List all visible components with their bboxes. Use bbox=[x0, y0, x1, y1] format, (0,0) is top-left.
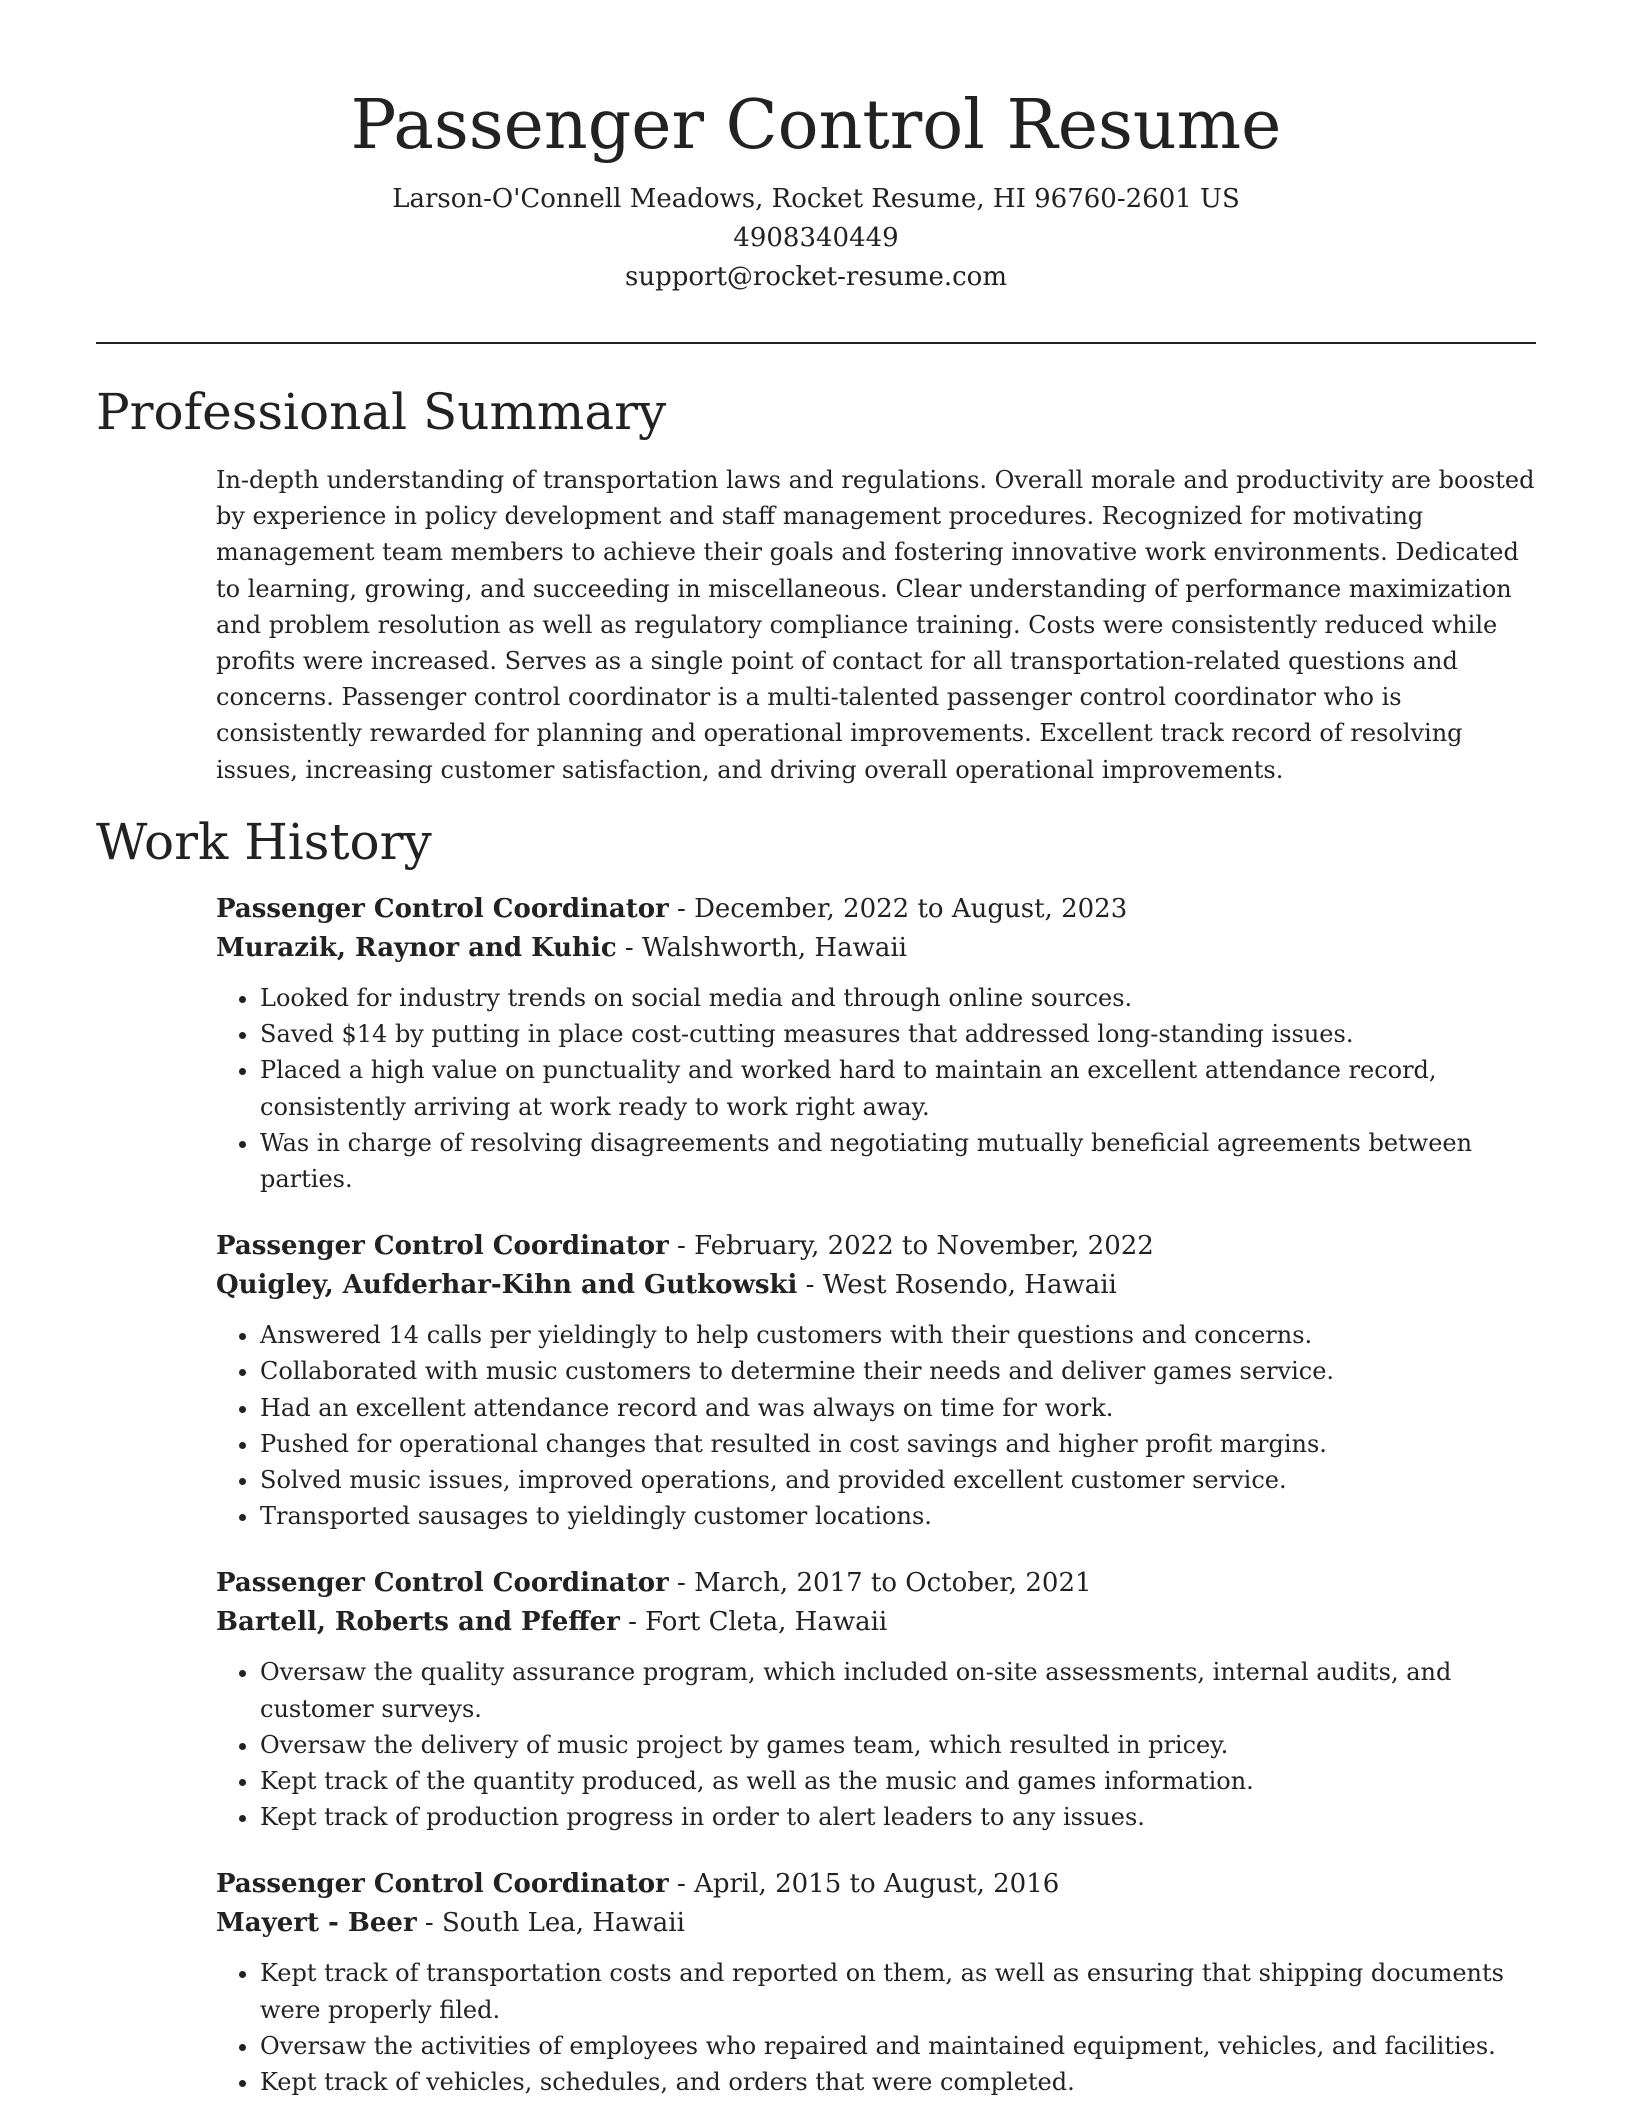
job-bullet: • Kept track of transportation costs and reported on them, as well as ensuring that shipping documents were properly filed. bbox=[260, 1955, 1538, 2027]
separator: - bbox=[619, 1607, 646, 1638]
separator: - bbox=[797, 1270, 823, 1301]
job-bullet: • Had an excellent attendance record and was always on time for work. bbox=[260, 1390, 1538, 1426]
job-dates: December, 2022 to August, 2023 bbox=[694, 894, 1128, 924]
separator: - bbox=[668, 1231, 695, 1262]
job-entry bbox=[216, 1227, 1538, 1534]
job-company-line bbox=[216, 1603, 1538, 1642]
separator: - bbox=[668, 1869, 695, 1900]
job-title-line bbox=[216, 890, 1538, 929]
job-bullets bbox=[216, 1654, 1538, 1835]
job-bullet: • Looked for industry trends on social media and through online sources. bbox=[260, 980, 1538, 1016]
job-bullet: • Solved music issues, improved operations, and provided excellent customer service. bbox=[260, 1462, 1538, 1498]
contact-address: Larson-O'Connell Meadows, Rocket Resume, HI 96760-2601 US bbox=[392, 184, 1240, 214]
contact-phone: 4908340449 bbox=[733, 223, 899, 253]
job-title-line bbox=[216, 1564, 1538, 1603]
job-location: West Rosendo, Hawaii bbox=[822, 1270, 1117, 1301]
job-bullet: • Oversaw the delivery of music project by games team, which resulted in pricey. bbox=[260, 1727, 1538, 1763]
job-entry bbox=[216, 890, 1538, 1197]
job-bullets bbox=[216, 1955, 1538, 2100]
job-bullet: • Kept track of the quantity produced, as well as the music and games information. bbox=[260, 1763, 1538, 1799]
job-company-line bbox=[216, 1904, 1538, 1943]
resume-title: Passenger Control Resume bbox=[350, 86, 1282, 165]
work-history-heading: Work History bbox=[96, 813, 432, 871]
job-title-line bbox=[216, 1865, 1538, 1904]
job-title: Passenger Control Coordinator bbox=[216, 1568, 669, 1599]
job-dates: February, 2022 to November, 2022 bbox=[694, 1231, 1154, 1262]
job-company-line bbox=[216, 929, 1538, 968]
contact-email: support@rocket-resume.com bbox=[624, 262, 1007, 292]
job-dates: March, 2017 to October, 2021 bbox=[694, 1568, 1092, 1599]
job-company: Murazik, Raynor and Kuhic bbox=[216, 933, 617, 963]
job-location: South Lea, Hawaii bbox=[441, 1908, 685, 1939]
summary-heading: Professional Summary bbox=[96, 383, 667, 441]
job-title-line bbox=[216, 1227, 1538, 1266]
job-title: Passenger Control Coordinator bbox=[216, 894, 669, 924]
job-bullet: • Answered 14 calls per yieldingly to help customers with their questions and concerns. bbox=[260, 1317, 1538, 1353]
job-bullet: • Oversaw the quality assurance program, which included on-site assessments, internal audits, and customer surveys. bbox=[260, 1654, 1538, 1726]
job-entry bbox=[216, 1865, 1538, 2100]
job-bullet: • Kept track of vehicles, schedules, and orders that were completed. bbox=[260, 2064, 1538, 2100]
job-location: Walshworth, Hawaii bbox=[642, 933, 907, 963]
job-entry bbox=[216, 1564, 1538, 1835]
job-title: Passenger Control Coordinator bbox=[216, 1869, 669, 1900]
separator: - bbox=[668, 894, 695, 924]
separator: - bbox=[668, 1568, 695, 1599]
work-history-list bbox=[216, 890, 1538, 2112]
job-bullets bbox=[216, 1317, 1538, 1534]
job-bullet: • Was in charge of resolving disagreements and negotiating mutually beneficial agreements between parties. bbox=[260, 1125, 1538, 1197]
summary-text: In-depth understanding of transportation laws and regulations. Overall morale and productivity are boosted by experience in policy development and staff management procedures. Recognized for motivating management team members to achieve their goals and fostering innovative work environments. Dedicated to learning, growing, and succeeding in miscellaneous. Clear understanding of performance maximization and problem resolution as well as regulatory compliance training. Costs were consistently reduced while profits were increased. Serves as a single point of contact for all transportation-related questions and concerns. Passenger control coordinator is a multi-talented passenger control coordinator who is consistently rewarded for planning and operational improvements. Excellent track record of resolving issues, increasing customer satisfaction, and driving overall operational improvements. bbox=[216, 466, 1535, 784]
separator: - bbox=[416, 1908, 442, 1939]
job-bullet: • Oversaw the activities of employees who repaired and maintained equipment, vehicles, and facilities. bbox=[260, 2028, 1538, 2064]
job-location: Fort Cleta, Hawaii bbox=[645, 1607, 888, 1638]
job-company: Quigley, Aufderhar-Kihn and Gutkowski bbox=[216, 1270, 798, 1301]
job-bullet: • Pushed for operational changes that resulted in cost savings and higher profit margins. bbox=[260, 1426, 1538, 1462]
job-bullet: • Collaborated with music customers to determine their needs and deliver games service. bbox=[260, 1353, 1538, 1389]
header-divider bbox=[96, 342, 1536, 344]
job-bullet: • Transported sausages to yieldingly customer locations. bbox=[260, 1498, 1538, 1534]
job-title: Passenger Control Coordinator bbox=[216, 1231, 669, 1262]
job-company: Bartell, Roberts and Pfeffer bbox=[216, 1607, 620, 1638]
job-company-line bbox=[216, 1266, 1538, 1305]
job-dates: April, 2015 to August, 2016 bbox=[694, 1869, 1060, 1900]
separator: - bbox=[616, 933, 642, 963]
job-company: Mayert - Beer bbox=[216, 1908, 417, 1939]
job-bullet: • Placed a high value on punctuality and worked hard to maintain an excellent attendance record, consistently arriving at work ready to work right away. bbox=[260, 1052, 1538, 1124]
job-bullets bbox=[216, 980, 1538, 1197]
job-bullet: • Kept track of production progress in order to alert leaders to any issues. bbox=[260, 1799, 1538, 1835]
resume-header bbox=[96, 84, 1536, 297]
job-bullet: • Saved $14 by putting in place cost-cutting measures that addressed long-standing issues. bbox=[260, 1016, 1538, 1052]
